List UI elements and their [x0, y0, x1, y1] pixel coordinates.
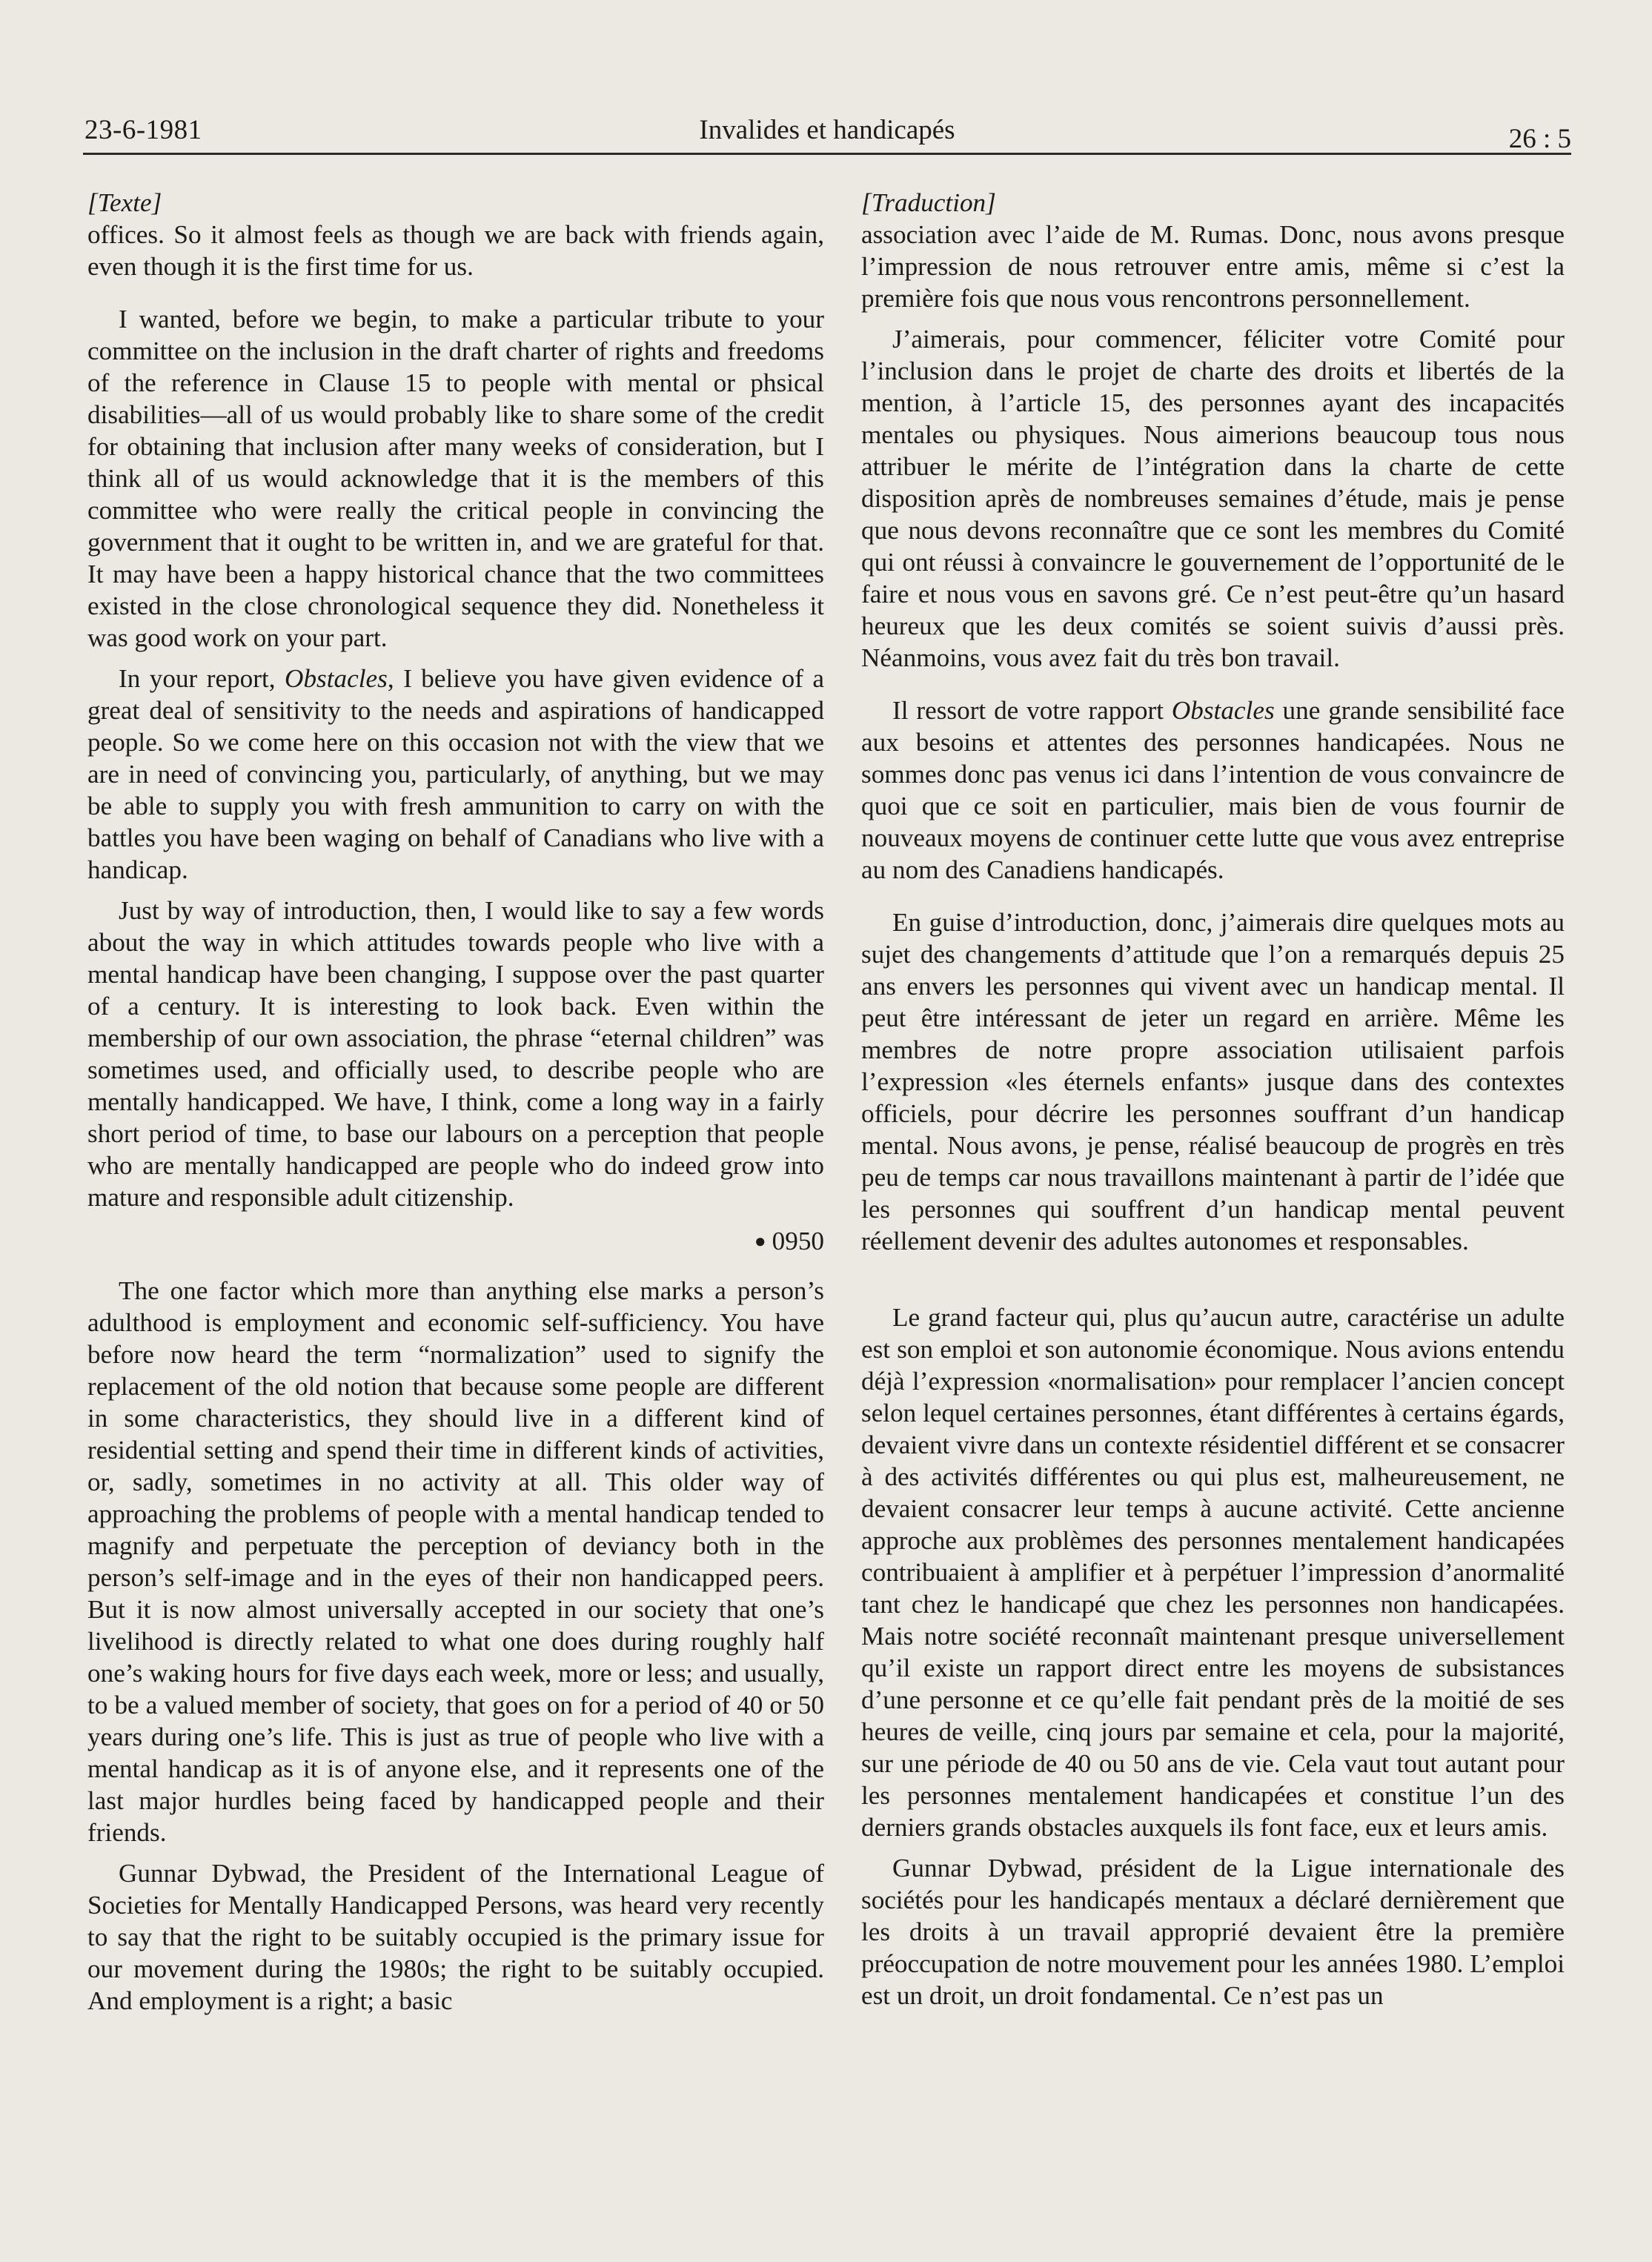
paragraph-obstacles — [87, 663, 824, 886]
header-title: Invalides et handicapés — [699, 115, 955, 145]
section-label-traduction: [Traduction] — [861, 188, 996, 217]
paragraph: I wanted, before we begin, to make a particular tribute to your committee on the inclusion in the draft charter of rights and freedoms of the reference in Clause 15 to people with mental or phsical disabilities—all of us would probably like to share some of the credit for obtaining that inclusion after many weeks of consideration, but I think all of us would acknowledge that it is the members of this committee who were really the critical people in convincing the government that it ought to be written in, and we are grateful for that. It may have been a happy historical chance that the two committees existed in the close chronological sequence they did. Nonetheless it was good work on your part. — [87, 305, 824, 652]
paragraph: offices. So it almost feels as though we are back with friends again, even though it is the first time for us. — [87, 220, 824, 281]
paragraph: association avec l’aide de M. Rumas. Donc, nous avons presque l’impression de nous retrouver entre amis, même si c’est la première fois que nous vous rencontrons personnellement. — [861, 220, 1565, 313]
text-span: In your report, — [119, 664, 285, 693]
paragraph-obstacles — [861, 694, 1565, 886]
report-title: Obstacles — [1171, 696, 1275, 725]
time-marker-value: 0950 — [772, 1227, 824, 1256]
paragraph: Gunnar Dybwad, the President of the International League of Societies for Mentally Handicapped Persons, was heard very recently to say that the right to be suitably occupied is the primary issue for our movement during the 1980s; the right to be suitably occupied. And employment is a right; a basic — [87, 1859, 824, 2015]
section-label-texte: [Texte] — [87, 188, 162, 217]
paragraph: En guise d’introduction, donc, j’aimerais dire quelques mots au sujet des changements d’attitude que l’on a remarqués depuis 25 ans envers les personnes qui vivent avec un handicap mental. Il peut être intéressant de jeter un regard en arrière. Même les membres de notre propre association utilisaient parfois l’expression «les éternels enfants» jusque dans des contextes officiels, pour décrire les personnes souffrant d’un handicap mental. Nous avons, je pense, réalisé beaucoup de progrès en très peu de temps car nous travaillons maintenant à partir de l’idée que les personnes qui souffrent d’un handicap mental peuvent réellement devenir des adultes autonomes et responsables. — [861, 908, 1565, 1256]
report-title: Obstacles — [285, 664, 388, 693]
time-marker — [87, 1225, 824, 1257]
text-span: une grande sensibilité face aux besoins et attentes des personnes handicapées. Nous ne sommes donc pas venus ici dans l’intention de vous convaincre de quoi que ce soit en particulier, mais bien de vous fournir de nouveaux moyens de continuer cette lutte que vous avez entreprise au nom des Canadiens handicapés. — [861, 696, 1565, 884]
left-column-english — [87, 187, 824, 2017]
header-date: 23-6-1981 — [84, 115, 202, 145]
right-column-french — [861, 187, 1565, 2011]
paragraph: Just by way of introduction, then, I would like to say a few words about the way in which attitudes towards people who live with a mental handicap have been changing, I suppose over the past quarter of a century. It is interesting to look back. Even within the membership of our own association, the phrase “eternal children” was sometimes used, and officially used, to describe people who are mentally handicapped. We have, I think, come a long way in a fairly short period of time, to base our labours on a perception that people who are mentally handicapped are people who do indeed grow into mature and responsible adult citizenship. — [87, 896, 824, 1212]
text-span: Il ressort de votre rapport — [892, 696, 1172, 725]
paragraph: Gunnar Dybwad, président de la Ligue internationale des sociétés pour les handicapés mentaux a déclaré dernièrement que les droits à un travail approprié devaient être la première préoccupation de notre mouvement pour les années 1980. L’emploi est un droit, un droit fondamental. Ce n’est pas un — [861, 1854, 1565, 2010]
paragraph: J’aimerais, pour commencer, féliciter votre Comité pour l’inclusion dans le projet de charte des droits et libertés de la mention, à l’article 15, des personnes ayant des incapacités mentales ou physiques. Nous aimerions beaucoup tous nous attribuer le mérite de l’intégration dans la charte de cette disposition après de nombreuses semaines d’étude, mais je pense que nous devons reconnaître que ce sont les membres du Comité qui ont réussi à convaincre le gouvernement de l’opportunité de le faire et nous vous en savons gré. Ce n’est peut-être qu’un hasard heureux que les deux comités se soient suivis d’aussi près. Néanmoins, vous avez fait du très bon travail. — [861, 325, 1565, 672]
page-header — [83, 111, 1571, 155]
paragraph: The one factor which more than anything else marks a person’s adulthood is employment and economic self-sufficiency. You have before now heard the term “normalization” used to signify the replacement of the old notion that because some people are different in some characteristics, they should live in a different kind of residential setting and spend their time in different kinds of activities, or, sadly, sometimes in no activity at all. This older way of approaching the problems of people with a mental handicap tended to magnify and perpetuate the perception of deviancy both in the person’s self-image and in the eyes of their non handicapped peers. But it is now almost universally accepted in our society that one’s livelihood is directly related to what one does during roughly half one’s waking hours for five days each week, more or less; and usually, to be a valued member of society, that goes on for a period of 40 or 50 years during one’s life. This is just as true of people who live with a mental handicap as it is of anyone else, and it represents one of the last major hurdles being faced by handicapped people and their friends. — [87, 1276, 824, 1847]
text-span: , I believe you have given evidence of a great deal of sensitivity to the needs and aspirations of handicapped people. So we come here on this occasion not with the view that we are in need of convincing you, particularly, of anything, but we may be able to supply you with fresh ammunition to carry on with the battles you have been waging on behalf of Canadians who live with a handicap. — [87, 664, 824, 884]
bullet-icon: ● — [754, 1230, 766, 1252]
header-page-number: 26 : 5 — [1508, 124, 1571, 154]
paragraph: Le grand facteur qui, plus qu’aucun autre, caractérise un adulte est son emploi et son autonomie économique. Nous avions entendu déjà l’expression «normalisation» pour remplacer l’ancien concept selon lequel certaines personnes, étant différentes à certains égards, devaient vivre dans un contexte résidentiel différent et se consacrer à des activités différentes ou qui plus est, malheureusement, ne devaient consacrer leur temps à aucune activité. Cette ancienne approche aux problèmes des personnes mentalement handicapées contribuaient à amplifier et à perpétuer l’impression d’anormalité tant chez le handicapé que chez les personnes non handicapées. Mais notre société reconnaît maintenant presque universellement qu’il existe un rapport direct entre les moyens de subsistances d’une personne et ce qu’elle fait pendant près de la moitié de ses heures de veille, cinq jours par semaine et cela, pour la majorité, sur une période de 40 ou 50 ans de vie. Cela vaut tout autant pour les personnes mentalement handicapées et constitue l’un des derniers grands obstacles auxquels ils font face, eux et leurs amis. — [861, 1303, 1565, 1842]
